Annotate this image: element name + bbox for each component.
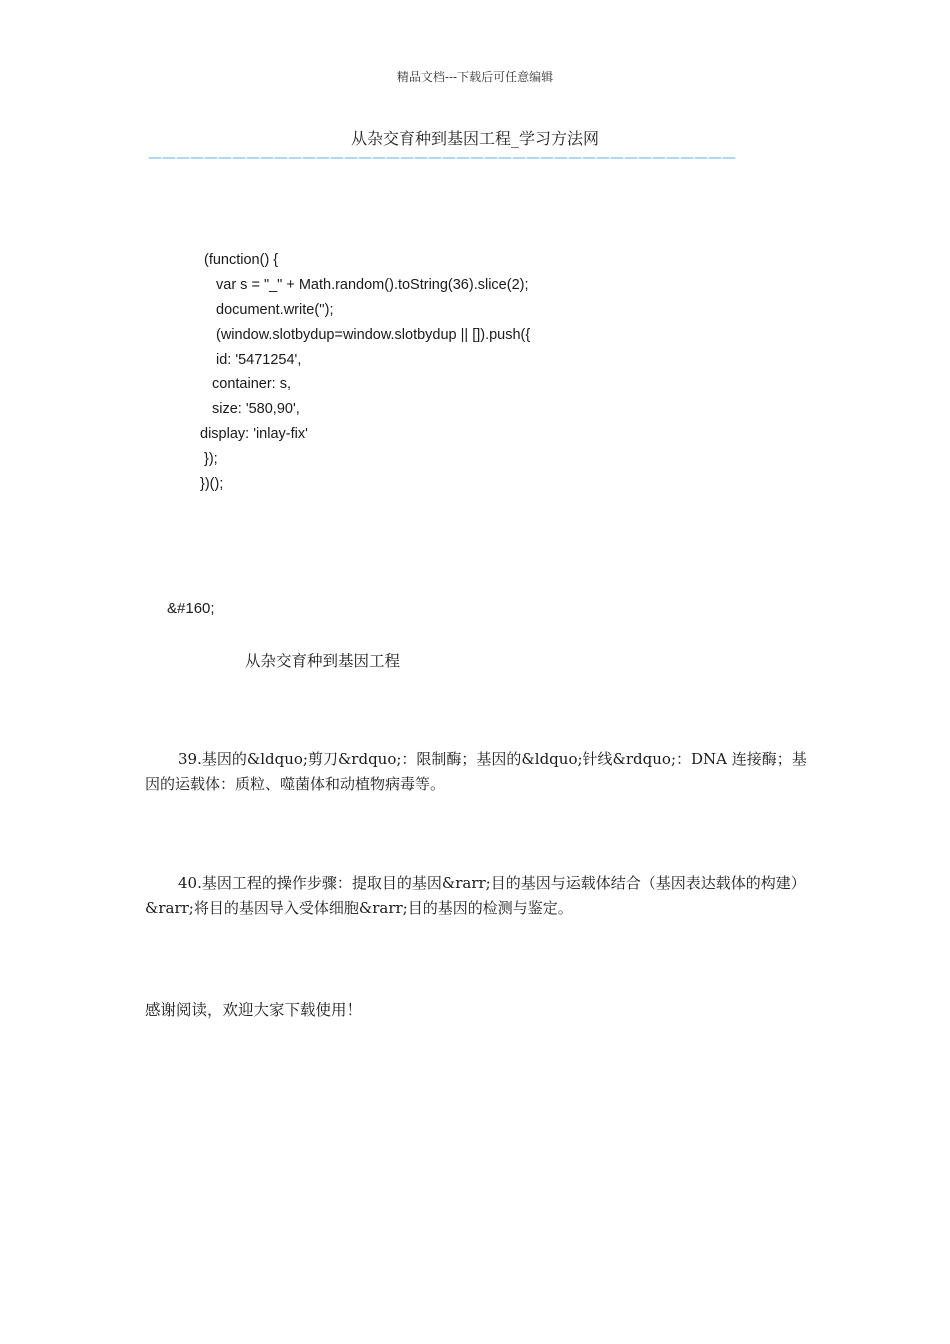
- header-note: 精品文档---下载后可任意编辑: [396, 70, 554, 84]
- section-subtitle: 从杂交育种到基因工程: [245, 652, 401, 670]
- code-line: })();: [200, 476, 224, 492]
- html-entity-text: &#160;: [167, 600, 215, 617]
- code-line: document.write('');: [216, 302, 334, 318]
- code-line: display: 'inlay-fix': [200, 426, 308, 442]
- code-line: id: '5471254',: [216, 352, 302, 368]
- code-line: });: [204, 451, 218, 467]
- title-divider: ——————————————————————————————————————————: [148, 150, 736, 166]
- code-line: size: '580,90',: [212, 401, 300, 417]
- code-line: (function() {: [204, 252, 279, 268]
- code-line: (window.slotbydup=window.slotbydup || []).push({: [216, 327, 531, 343]
- thanks-note: 感谢阅读，欢迎大家下载使用！: [145, 1001, 363, 1019]
- code-line: var s = "_" + Math.random().toString(36).slice(2);: [216, 277, 529, 293]
- document-title: 从杂交育种到基因工程_学习方法网: [350, 129, 599, 148]
- code-line: container: s,: [212, 376, 291, 392]
- paragraph-40: 40.基因工程的操作步骤：提取目的基因&rarr;目的基因与运载体结合（基因表达载体的构建）&rarr;将目的基因导入受体细胞&rarr;目的基因的检测与鉴定。: [145, 874, 806, 917]
- paragraph-39: 39.基因的&ldquo;剪刀&rdquo;：限制酶；基因的&ldquo;针线&rdquo;：DNA 连接酶；基因的运载体：质粒、噬菌体和动植物病毒等。: [145, 750, 807, 793]
